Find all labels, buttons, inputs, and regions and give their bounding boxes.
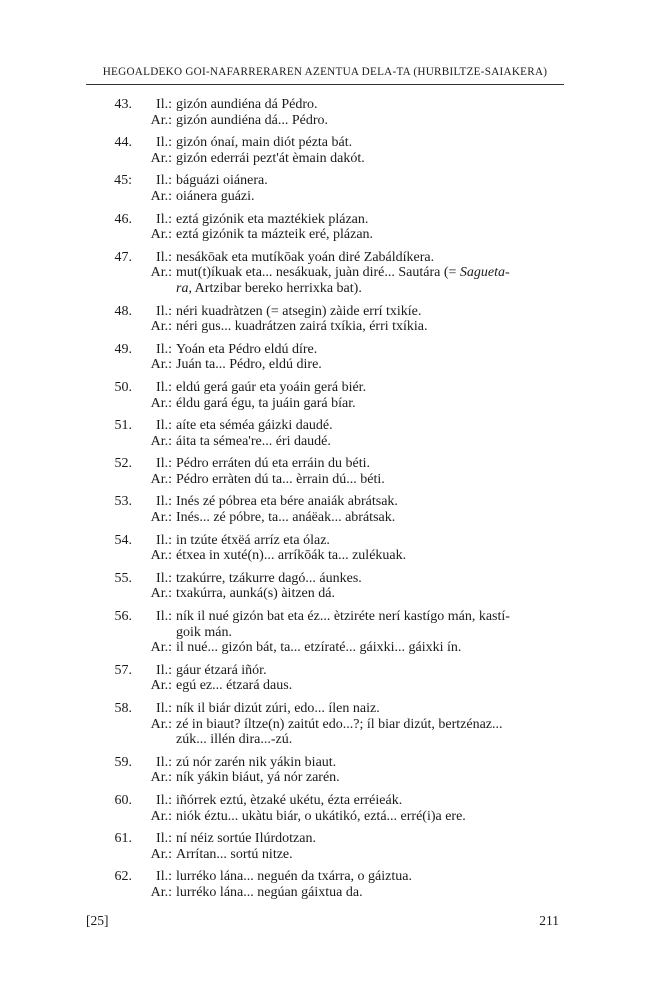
utterance-text: Arrítan... sortú nitze. (176, 846, 293, 862)
utterance-text: ník il nué gizón bat eta éz... ètziréte nerí kastígo mán, kastí- (176, 609, 510, 625)
entry-line (0, 212, 645, 228)
utterance-text: néri gus... kuadrátzen zairá txíkia, érri txíkia. (176, 319, 428, 335)
entry-line (0, 831, 645, 847)
entry-number: 43. (114, 97, 132, 112)
entry-line (0, 456, 645, 472)
entry-number: 44. (114, 135, 132, 151)
entry-line (0, 97, 645, 113)
entry-line (0, 809, 645, 825)
entry (0, 380, 645, 411)
utterance-text: néri kuadràtzen (= atsegin) zàide errí txikíe. (176, 303, 422, 319)
entry (0, 793, 645, 824)
speaker-label: Ar.: (150, 265, 172, 281)
utterance-text: tzakúrre, tzákurre dagó... áunkes. (176, 570, 362, 586)
entry-number: 53. (114, 494, 132, 510)
utterance-text: gizón ederrái pezt'át èmain dakót. (176, 150, 365, 166)
speaker-label: Il.: (156, 701, 172, 716)
entry-line (0, 357, 645, 373)
utterance-text: mut(t)íkuak eta... nesákuak, juàn diré... Sautára (= Sagueta- (176, 265, 510, 281)
utterance-text: Inés... zé póbre, ta... anáëak... abrátsak. (176, 510, 396, 526)
speaker-label: Ar.: (150, 586, 172, 602)
entry-number: 62. (114, 869, 132, 885)
entry-line (0, 113, 645, 129)
entry-number: 50. (114, 379, 132, 395)
speaker-label: Ar.: (150, 548, 172, 564)
speaker-label: Il.: (156, 135, 172, 151)
entry-number: 61. (114, 831, 132, 847)
entry-line (0, 281, 645, 297)
entry-number: 52. (114, 456, 132, 472)
utterance-text: eztá gizónik eta maztékiek plázan. (176, 211, 369, 227)
entry-number: 49. (114, 341, 132, 357)
utterance-text: áita ta sémea're... éri daudé. (176, 433, 331, 449)
entry (0, 755, 645, 786)
entry (0, 663, 645, 694)
entry (0, 571, 645, 602)
speaker-label: Il.: (156, 173, 172, 189)
entry-number: 54. (114, 532, 132, 548)
utterance-text: ník il biár dizút zúri, edo... ílen naiz. (176, 701, 380, 716)
utterance-text: eztá gizónik ta mázteik eré, plázan. (176, 227, 374, 243)
entry-line (0, 319, 645, 335)
entry (0, 494, 645, 525)
entry (0, 609, 645, 656)
entry-number: 60. (114, 792, 132, 808)
speaker-label: Il.: (156, 418, 172, 434)
utterance-text: egú ez... étzará daus. (176, 678, 293, 694)
entry-number: 56. (114, 609, 132, 625)
entry-line (0, 770, 645, 786)
utterance-text: Yoán eta Pédro eldú díre. (176, 341, 318, 357)
utterance-text: ra, Artzibar bereko herrixka bat). (176, 280, 362, 296)
speaker-label: Il.: (156, 249, 172, 265)
utterance-text: zé in biaut? íltze(n) zaitút edo...?; íl biar dizút, bertzénaz... (176, 716, 503, 732)
utterance-text: oiánera guázi. (176, 188, 255, 204)
entry-line (0, 151, 645, 167)
speaker-label: Ar.: (150, 678, 172, 694)
utterance-text: ník yákin biáut, yá nór zarén. (176, 770, 340, 786)
utterance-text: Pédro erráten dú eta erráin du béti. (176, 456, 370, 472)
speaker-label: Ar.: (150, 471, 172, 487)
speaker-label: Ar.: (150, 395, 172, 411)
entry-line (0, 304, 645, 320)
entry-list (0, 97, 645, 908)
utterance-text: nesákōak eta mutíkōak yoán diré Zabáldíkera. (176, 249, 435, 265)
speaker-label: Ar.: (150, 640, 172, 656)
entry (0, 418, 645, 449)
entry-number: 46. (114, 211, 132, 227)
entry-line (0, 548, 645, 564)
entry (0, 173, 645, 204)
speaker-label: Il.: (156, 211, 172, 227)
entry-number: 45: (114, 173, 132, 189)
speaker-label: Il.: (156, 97, 172, 112)
utterance-text: gizón ónaí, main diót pézta bát. (176, 135, 353, 151)
entry-line (0, 227, 645, 243)
speaker-label: Il.: (156, 494, 172, 510)
speaker-label: Ar.: (150, 150, 172, 166)
utterance-text: ní néiz sortúe Ilúrdotzan. (176, 831, 316, 847)
utterance-text: goik mán. (176, 624, 232, 640)
speaker-label: Ar.: (150, 808, 172, 824)
entry-line (0, 640, 645, 656)
entry (0, 533, 645, 564)
utterance-text: in tzúte étxëá arríz eta ólaz. (176, 532, 330, 548)
speaker-label: Il.: (156, 303, 172, 319)
speaker-label: Ar.: (150, 510, 172, 526)
utterance-text: éldu gará égu, ta juáin gará bíar. (176, 395, 356, 411)
speaker-label: Ar.: (150, 319, 172, 335)
entry (0, 831, 645, 862)
header-rule (86, 84, 564, 85)
utterance-text: gizón aundiéna dá... Pédro. (176, 112, 329, 128)
speaker-label: Il.: (156, 570, 172, 586)
utterance-text: il nué... gizón bát, ta... etzíraté... gáixki... gáixki ín. (176, 640, 462, 656)
utterance-text: báguázi oiánera. (176, 173, 268, 189)
entry-line (0, 250, 645, 266)
speaker-label: Ar.: (150, 433, 172, 449)
entry-line (0, 755, 645, 771)
entry-line (0, 265, 645, 281)
speaker-label: Il.: (156, 869, 172, 885)
entry (0, 456, 645, 487)
speaker-label: Il.: (156, 341, 172, 357)
speaker-label: Ar.: (150, 716, 172, 732)
entry-number: 48. (114, 303, 132, 319)
utterance-text: aíte eta séméa gáizki daudé. (176, 418, 333, 434)
speaker-label: Ar.: (150, 112, 172, 128)
entry-number: 57. (114, 662, 132, 678)
entry (0, 135, 645, 166)
utterance-text: Juán ta... Pédro, eldú dire. (176, 357, 322, 373)
entry-line (0, 396, 645, 412)
utterance-text: Inés zé póbrea eta bére anaiák abrátsak. (176, 494, 398, 510)
utterance-text: Pédro erràten dú ta... èrrain dú... béti. (176, 471, 385, 487)
speaker-label: Il.: (156, 754, 172, 770)
speaker-label: Ar.: (150, 227, 172, 243)
utterance-text: gáur étzará iñór. (176, 662, 267, 678)
section-number: [25] (86, 913, 109, 928)
utterance-text: zú nór zarén nik yákin biaut. (176, 754, 337, 770)
speaker-label: Il.: (156, 532, 172, 548)
speaker-label: Ar.: (150, 884, 172, 900)
entry-number: 58. (114, 701, 132, 716)
entry-line (0, 869, 645, 885)
utterance-text: eldú gerá gaúr eta yoáin gerá biér. (176, 379, 367, 395)
speaker-label: Il.: (156, 456, 172, 472)
speaker-label: Il.: (156, 609, 172, 625)
utterance-text: lurréko lána... negúan gáixtua da. (176, 884, 363, 900)
entry-line (0, 510, 645, 526)
page-number: 211 (539, 913, 559, 928)
entry-line (0, 472, 645, 488)
entry-line (0, 342, 645, 358)
entry-line (0, 793, 645, 809)
entry-line (0, 586, 645, 602)
speaker-label: Il.: (156, 792, 172, 808)
entry-line (0, 717, 645, 733)
entry-line (0, 434, 645, 450)
entry-line (0, 533, 645, 549)
entry-line (0, 494, 645, 510)
entry-number: 59. (114, 754, 132, 770)
speaker-label: Ar.: (150, 770, 172, 786)
utterance-text: zúk... illén dira...-zú. (176, 732, 293, 748)
entry (0, 250, 645, 297)
entry-line (0, 571, 645, 587)
utterance-text: txakúrra, aunká(s) àitzen dá. (176, 586, 335, 602)
speaker-label: Il.: (156, 831, 172, 847)
speaker-label: Il.: (156, 662, 172, 678)
entry-line (0, 678, 645, 694)
speaker-label: Il.: (156, 379, 172, 395)
entry-line (0, 625, 645, 641)
speaker-label: Ar.: (150, 188, 172, 204)
utterance-text: niók éztu... ukàtu biár, o ukátikó, eztá... erré(i)a ere. (176, 808, 466, 824)
utterance-text: iñórrek eztú, ètzaké ukétu, ézta erréieák. (176, 792, 403, 808)
speaker-label: Ar.: (150, 357, 172, 373)
entry (0, 342, 645, 373)
utterance-text: gizón aundiéna dá Pédro. (176, 97, 318, 112)
speaker-label: Ar.: (150, 846, 172, 862)
entry-number: 55. (114, 570, 132, 586)
entry (0, 212, 645, 243)
entry-line (0, 189, 645, 205)
entry (0, 869, 645, 900)
entry-line (0, 135, 645, 151)
entry-line (0, 701, 645, 717)
entry-line (0, 380, 645, 396)
entry (0, 97, 645, 128)
utterance-text: lurréko lána... neguén da txárra, o gáiztua. (176, 869, 412, 885)
entry-line (0, 418, 645, 434)
entry-line (0, 732, 645, 748)
running-header: HEGOALDEKO GOI-NAFARRERAREN AZENTUA DELA-TA (HURBILTZE-SAIAKERA) (102, 66, 548, 78)
entry (0, 304, 645, 335)
entry-number: 47. (114, 249, 132, 265)
entry-line (0, 847, 645, 863)
entry-number: 51. (114, 418, 132, 434)
entry-line (0, 885, 645, 901)
entry (0, 701, 645, 748)
utterance-text: étxea in xuté(n)... arríkōák ta... zulékuak. (176, 548, 407, 564)
entry-line (0, 173, 645, 189)
entry-line (0, 663, 645, 679)
entry-line (0, 609, 645, 625)
